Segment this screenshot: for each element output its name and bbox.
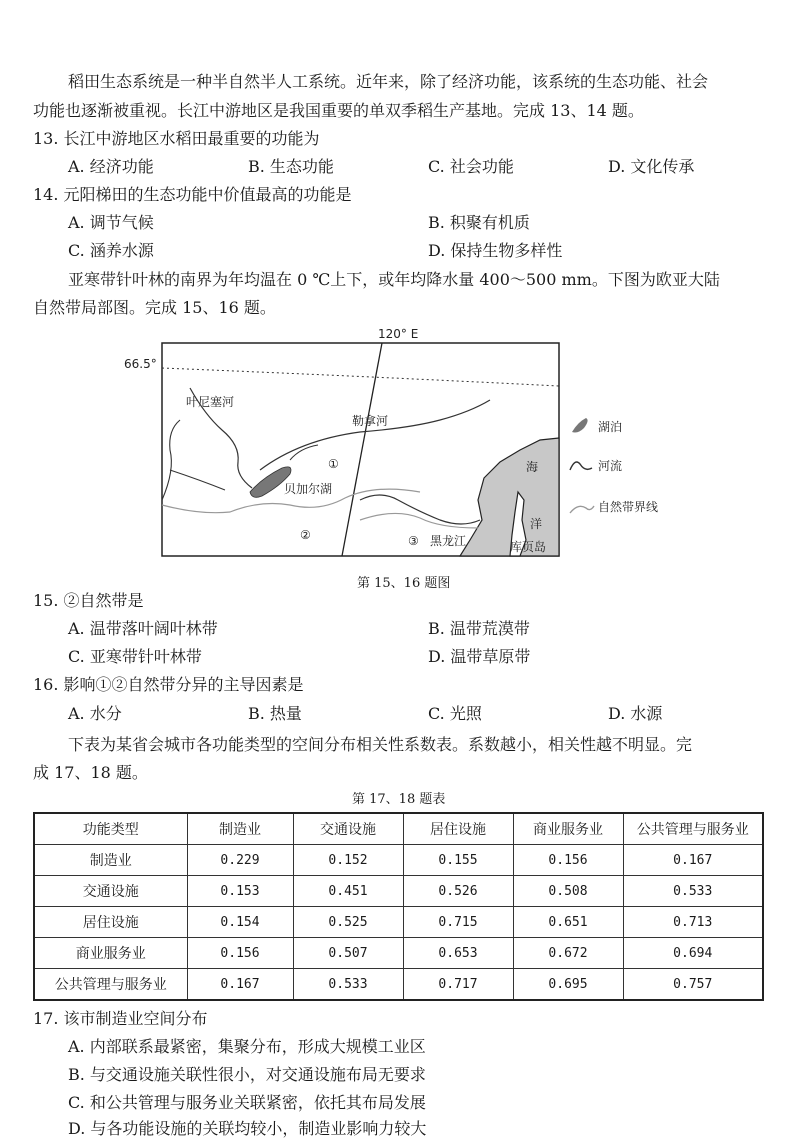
table-header-cell: 商业服务业 [513,813,623,845]
table-header-cell: 功能类型 [34,813,187,845]
zone-label-3: ③ [408,534,419,548]
zone-label-1: ① [328,457,339,471]
table-header-row [34,813,763,845]
river-label-yenisei: 叶尼塞河 [186,395,235,409]
table-cell: 0.229 [187,845,293,876]
river-label-amur: 黑龙江 [430,534,467,548]
zone-label-2: ② [300,528,311,542]
table-cell: 0.507 [293,938,403,969]
q15-option-b[interactable]: B. 温带荒漠带 [428,619,530,638]
table-row-label: 交通设施 [34,876,187,907]
table-header-cell: 居住设施 [403,813,513,845]
table-row-label: 公共管理与服务业 [34,969,187,1001]
sea-label-yang: 洋 [530,517,543,531]
question-13-stem: 13. 长江中游地区水稻田最重要的功能为 [33,129,320,148]
q14-option-b[interactable]: B. 积聚有机质 [428,213,530,232]
table-cell: 0.713 [623,907,763,938]
legend-river-label: 河流 [598,459,623,473]
q15-option-d[interactable]: D. 温带草原带 [428,647,531,666]
table-row [34,876,763,907]
table-cell: 0.695 [513,969,623,1001]
lake-label-baikal: 贝加尔湖 [284,482,333,496]
map-caption: 第 15、16 题图 [357,576,451,591]
table-cell: 0.717 [403,969,513,1001]
table-cell: 0.653 [403,938,513,969]
table-row [34,907,763,938]
table-cell: 0.715 [403,907,513,938]
intro-17-18-line2: 成 17、18 题。 [33,763,148,782]
table-cell: 0.533 [293,969,403,1001]
q16-option-b[interactable]: B. 热量 [248,704,302,723]
q14-option-d[interactable]: D. 保持生物多样性 [428,241,563,260]
table-cell: 0.156 [513,845,623,876]
intro-13-14-line1: 稻田生态系统是一种半自然半人工系统。近年来，除了经济功能，该系统的生态功能、社会 [68,72,709,91]
q14-option-c[interactable]: C. 涵养水源 [68,241,154,260]
table-cell: 0.152 [293,845,403,876]
table-header-cell: 交通设施 [293,813,403,845]
q13-option-d[interactable]: D. 文化传承 [608,157,695,176]
table-row [34,969,763,1001]
table-cell: 0.533 [623,876,763,907]
q17-option-b[interactable]: B. 与交通设施关联性很小，对交通设施布局无要求 [68,1065,426,1084]
intro-13-14-line2: 功能也逐渐被重视。长江中游地区是我国重要的单双季稻生产基地。完成 13、14 题。 [33,101,644,120]
legend-lake-icon [572,418,588,433]
table-cell: 0.757 [623,969,763,1001]
latitude-label: 66.5° [124,357,157,371]
table-cell: 0.167 [623,845,763,876]
legend-lake-label: 湖泊 [598,420,623,434]
intro-15-16-line2: 自然带局部图。完成 15、16 题。 [33,298,276,317]
question-14-stem: 14. 元阳梯田的生态功能中价值最高的功能是 [33,185,352,204]
q17-option-c[interactable]: C. 和公共管理与服务业关联紧密，依托其布局发展 [68,1093,426,1112]
q13-option-a[interactable]: A. 经济功能 [68,157,154,176]
q16-option-c[interactable]: C. 光照 [428,704,482,723]
table-header-cell: 公共管理与服务业 [623,813,763,845]
table-cell: 0.526 [403,876,513,907]
q15-option-a[interactable]: A. 温带落叶阔叶林带 [68,619,218,638]
question-15-stem: 15. ②自然带是 [33,591,144,610]
table-cell: 0.694 [623,938,763,969]
river-label-lena: 勒拿河 [352,414,389,428]
correlation-table [33,812,764,1001]
q17-option-a[interactable]: A. 内部联系最紧密，集聚分布，形成大规模工业区 [68,1037,426,1056]
question-16-stem: 16. 影响①②自然带分异的主导因素是 [33,675,304,694]
q13-option-c[interactable]: C. 社会功能 [428,157,514,176]
q16-option-a[interactable]: A. 水分 [68,704,122,723]
table-cell: 0.155 [403,845,513,876]
legend-boundary-label: 自然带界线 [598,500,659,514]
table-row-label: 商业服务业 [34,938,187,969]
table-header-cell: 制造业 [187,813,293,845]
intro-17-18-line1: 下表为某省会城市各功能类型的空间分布相关性系数表。系数越小，相关性越不明显。完 [68,735,693,754]
sea-label-hai: 海 [526,460,539,474]
legend-river-icon [570,462,592,470]
table-cell: 0.525 [293,907,403,938]
q17-option-d[interactable]: D. 与各功能设施的关联均较小，制造业影响力较大 [68,1119,427,1138]
table-cell: 0.167 [187,969,293,1001]
table-row-label: 制造业 [34,845,187,876]
table-row [34,845,763,876]
island-label-sakhalin: 库页岛 [510,540,547,554]
table-row [34,938,763,969]
legend-boundary-icon [570,506,594,513]
q13-option-b[interactable]: B. 生态功能 [248,157,334,176]
table-cell: 0.156 [187,938,293,969]
intro-15-16-line1: 亚寒带针叶林的南界为年均温在 0 ℃上下，或年均降水量 400～500 mm。下图为欧亚大陆 [68,270,720,289]
table-cell: 0.451 [293,876,403,907]
question-17-stem: 17. 该市制造业空间分布 [33,1009,208,1028]
table-cell: 0.508 [513,876,623,907]
table-cell: 0.651 [513,907,623,938]
table-cell: 0.672 [513,938,623,969]
table-row-label: 居住设施 [34,907,187,938]
q14-option-a[interactable]: A. 调节气候 [68,213,154,232]
q16-option-d[interactable]: D. 水源 [608,704,663,723]
table-cell: 0.153 [187,876,293,907]
table-title: 第 17、18 题表 [352,792,446,807]
table-cell: 0.154 [187,907,293,938]
q15-option-c[interactable]: C. 亚寒带针叶林带 [68,647,202,666]
longitude-label: 120° E [378,327,419,341]
